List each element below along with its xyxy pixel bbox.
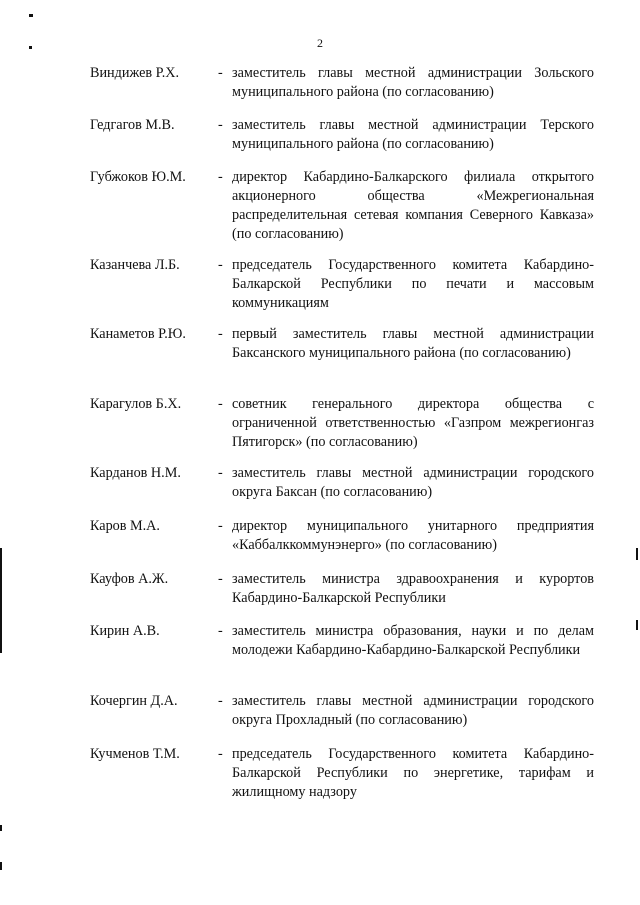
dash: - bbox=[218, 571, 223, 587]
list-item bbox=[90, 256, 600, 313]
position-description: заместитель министра здравоохранения и курортов Кабардино-Балкарской Республики bbox=[232, 571, 594, 606]
scan-mark bbox=[636, 548, 638, 560]
dash: - bbox=[218, 117, 223, 133]
position-description: заместитель главы местной администрации городского округа Прохладный (по согласованию) bbox=[232, 693, 594, 728]
list-item bbox=[90, 395, 600, 452]
position-description: председатель Государственного комитета Кабардино-Балкарской Республики по энергетике, тарифам и жилищному надзору bbox=[232, 746, 594, 800]
list-item bbox=[90, 325, 600, 363]
list-item bbox=[90, 622, 600, 660]
person-name: Виндижев Р.Х. bbox=[90, 65, 180, 81]
position-description: первый заместитель главы местной администрации Баксанского муниципального района (по согласованию) bbox=[232, 326, 594, 361]
dash: - bbox=[218, 396, 223, 412]
person-name: Канаметов Р.Ю. bbox=[90, 326, 186, 342]
person-name: Кауфов А.Ж. bbox=[90, 571, 169, 587]
position-description: заместитель главы местной администрации Терского муниципального района (по согласованию) bbox=[232, 117, 594, 152]
dash: - bbox=[218, 169, 223, 185]
position-description: директор муниципального унитарного предприятия «Каббалккоммунэнерго» (по согласованию) bbox=[232, 518, 594, 553]
person-name: Кирин А.В. bbox=[90, 623, 160, 639]
scan-mark bbox=[0, 825, 2, 831]
list-item bbox=[90, 517, 600, 555]
list-item bbox=[90, 464, 600, 502]
scan-mark bbox=[636, 620, 638, 630]
list-item bbox=[90, 745, 600, 802]
dash: - bbox=[218, 518, 223, 534]
position-description: заместитель министра образования, науки и по делам молодежи Кабардино-Кабардино-Балкарской Республики bbox=[232, 623, 594, 658]
list-item bbox=[90, 64, 600, 102]
list-item bbox=[90, 692, 600, 730]
dash: - bbox=[218, 65, 223, 81]
person-name: Карданов Н.М. bbox=[90, 465, 181, 481]
dash: - bbox=[218, 326, 223, 342]
person-name: Гедгагов М.В. bbox=[90, 117, 175, 133]
position-description: председатель Государственного комитета Кабардино-Балкарской Республики по печати и массовым коммуникациям bbox=[232, 257, 594, 311]
person-name: Кучменов Т.М. bbox=[90, 746, 180, 762]
person-name: Кочергин Д.А. bbox=[90, 693, 178, 709]
person-name: Карагулов Б.Х. bbox=[90, 396, 182, 412]
scan-mark bbox=[29, 14, 33, 17]
dash: - bbox=[218, 465, 223, 481]
person-name: Казанчева Л.Б. bbox=[90, 257, 180, 273]
list-item bbox=[90, 570, 600, 608]
position-description: советник генерального директора общества с ограниченной ответственностью «Газпром межрегионгаз Пятигорск» (по согласованию) bbox=[232, 396, 594, 450]
position-description: заместитель главы местной администрации городского округа Баксан (по согласованию) bbox=[232, 465, 594, 500]
dash: - bbox=[218, 693, 223, 709]
dash: - bbox=[218, 257, 223, 273]
scan-mark bbox=[0, 862, 2, 870]
dash: - bbox=[218, 623, 223, 639]
scan-mark bbox=[0, 548, 2, 653]
position-description: заместитель главы местной администрации Зольского муниципального района (по согласованию) bbox=[232, 65, 594, 100]
page-number: 2 bbox=[317, 36, 323, 50]
person-name: Губжоков Ю.М. bbox=[90, 169, 186, 185]
position-description: директор Кабардино-Балкарского филиала открытого акционерного общества «Межрегиональная распределительная сетевая компания Северного Кавказа» (по согласованию) bbox=[232, 169, 594, 242]
dash: - bbox=[218, 746, 223, 762]
list-item bbox=[90, 168, 600, 244]
list-item bbox=[90, 116, 600, 154]
person-name: Каров М.А. bbox=[90, 518, 160, 534]
